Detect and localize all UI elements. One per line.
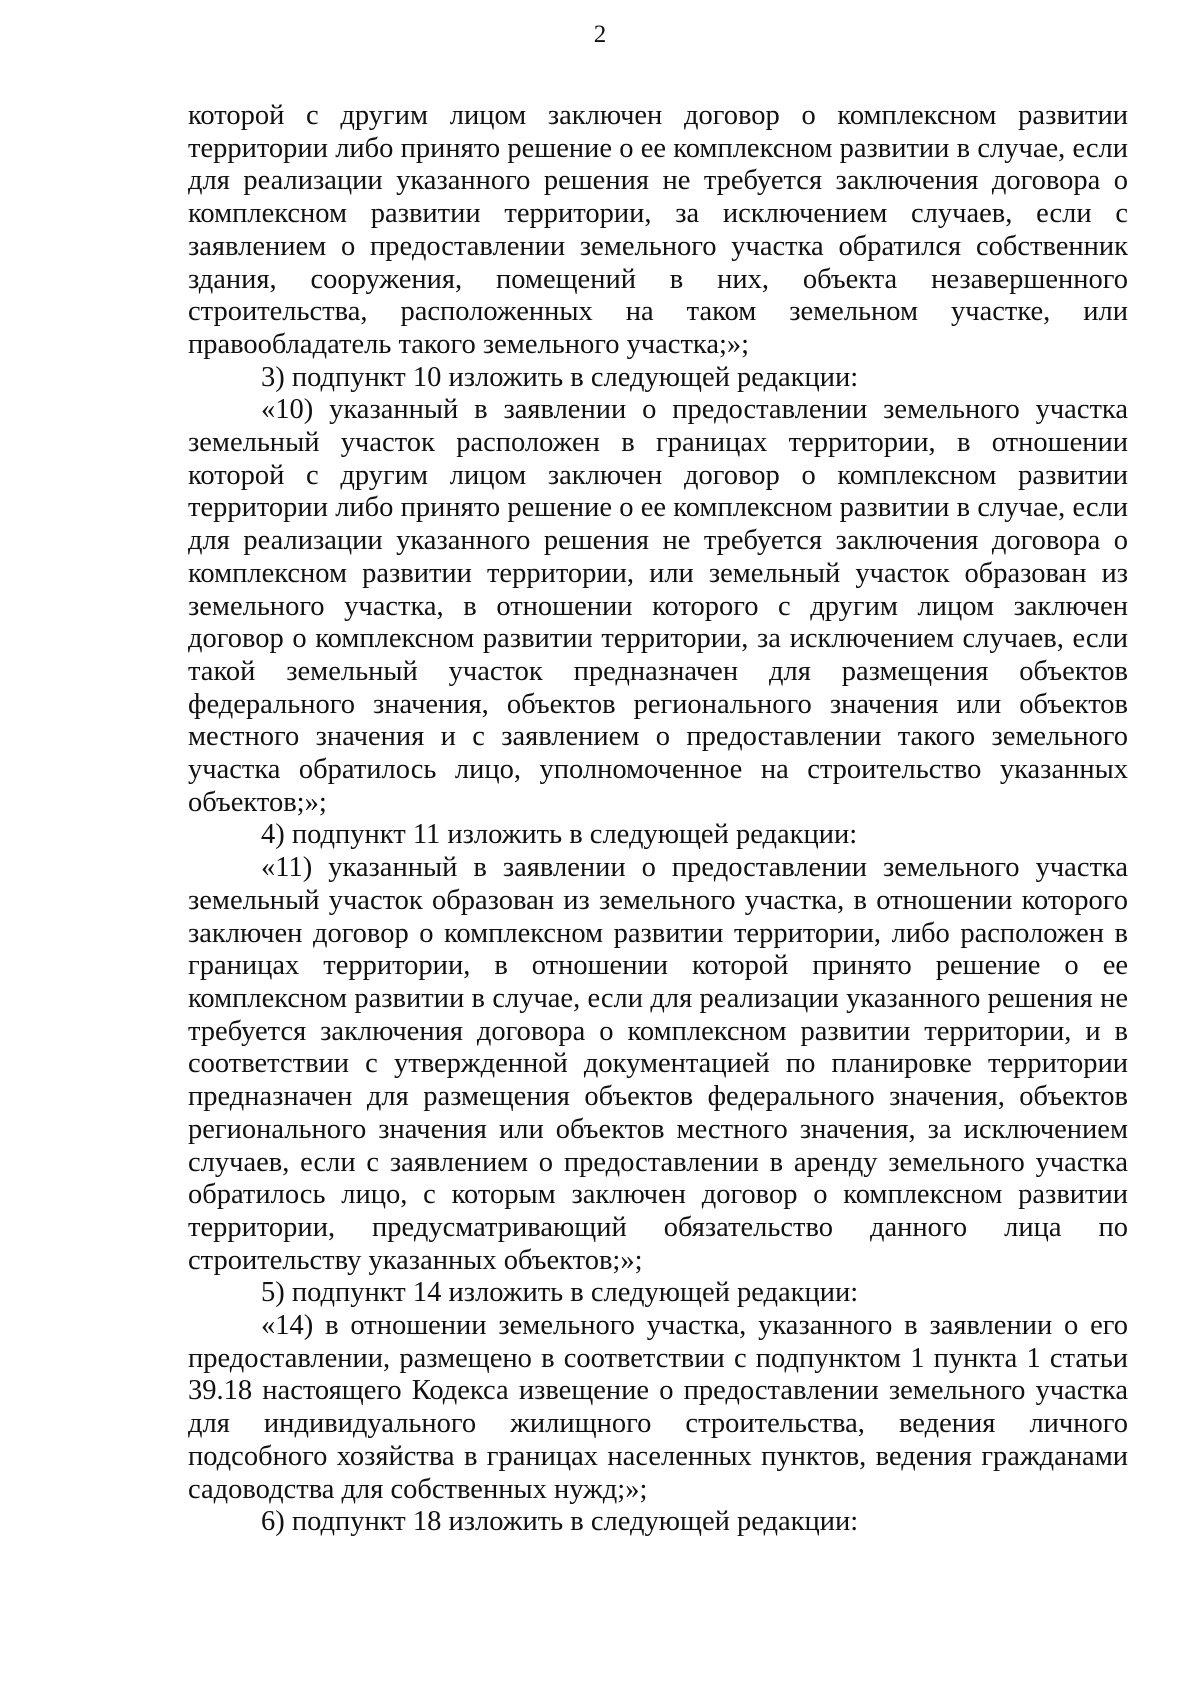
paragraph-item-6: 6) подпункт 18 изложить в следующей редакции: — [261, 1506, 859, 1538]
paragraph-subitem-11: «11) указанный в заявлении о предоставлении земельного участка земельный участок образован из земельного участка, в отношении которого заключен договор о комплексном развитии территории, либо расположен в границах территории, в отношении которой принято решение о ее комплексном развитии в случае, если для реализации указанного решения не требуется заключения договора о комплексном развитии территории, и в соответствии с утвержденной документацией по планировке территории предназначен для размещения объектов федерального значения, объектов регионального значения или объектов местного значения, за исключением случаев, если с заявлением о предоставлении в аренду земельного участка обратилось лицо, с которым заключен договор о комплексном развитии территории, предусматривающий обязательство данного лица по строительству указанных объектов;»; — [188, 852, 1128, 1276]
page-number: 2 — [593, 21, 607, 48]
paragraph-item-3: 3) подпункт 10 изложить в следующей редакции: — [261, 361, 859, 393]
paragraph-subitem-14: «14) в отношении земельного участка, указанного в заявлении о его предоставлении, размещено в соответствии с подпунктом 1 пункта 1 статьи 39.18 настоящего Кодекса извещение о предоставлении земельного участка для индивидуального жилищного строительства, ведения личного подсобного хозяйства в границах населенных пунктов, ведения гражданами садоводства для собственных нужд;»; — [188, 1310, 1128, 1505]
paragraph-continuation: которой с другим лицом заключен договор о комплексном развитии территории либо принято решение о ее комплексном развитии в случае, если для реализации указанного решения не требуется заключения договора о комплексном развитии территории, за исключением случаев, если с заявлением о предоставлении земельного участка обратился собственник здания, сооружения, помещений в них, объекта незавершенного строительства, расположенных на таком земельном участке, или правообладатель такого земельного участка;»; — [188, 100, 1128, 360]
paragraph-item-4: 4) подпункт 11 изложить в следующей редакции: — [261, 819, 858, 851]
paragraph-subitem-10: «10) указанный в заявлении о предоставлении земельного участка земельный участок расположен в границах территории, в отношении которой с другим лицом заключен договор о комплексном развитии территории либо принято решение о ее комплексном развитии в случае, если для реализации указанного решения не требуется заключения договора о комплексном развитии территории, или земельный участок образован из земельного участка, в отношении которого с другим лицом заключен договор о комплексном развитии территории, за исключением случаев, если такой земельный участок предназначен для размещения объектов федерального значения, объектов регионального значения или объектов местного значения и с заявлением о предоставлении такого земельного участка обратилось лицо, уполномоченное на строительство указанных объектов;»; — [188, 394, 1128, 818]
document-body — [188, 100, 1128, 1539]
paragraph-item-5: 5) подпункт 14 изложить в следующей редакции: — [261, 1277, 859, 1309]
